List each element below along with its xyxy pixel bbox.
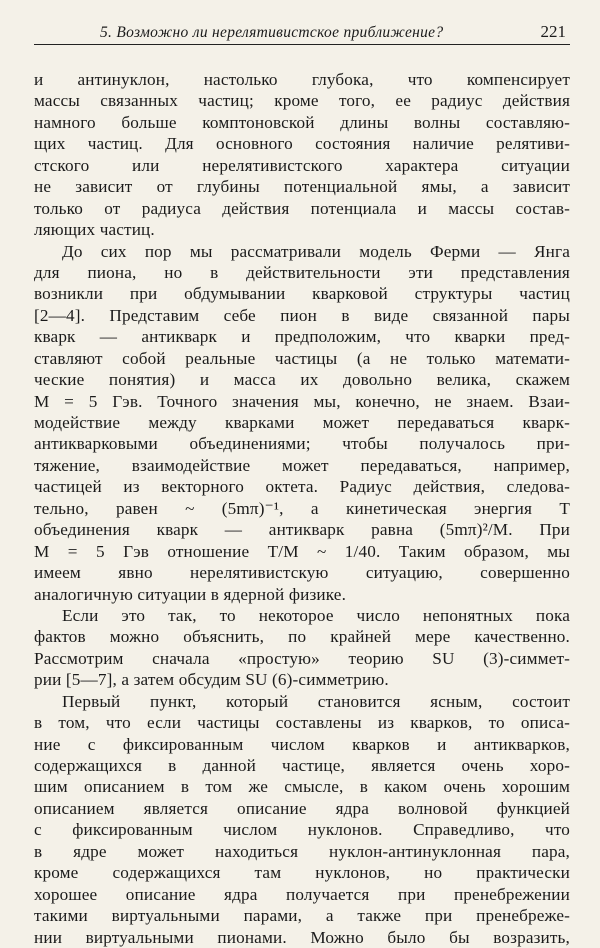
running-title: 5. Возможно ли нерелятивистское приближение? [100, 24, 444, 41]
text-line: Если это так, то некоторое число непонятных пока [62, 605, 570, 625]
text-line: M = 5 Гэв отношение T/M ~ 1/40. Таким образом, мы [34, 541, 570, 561]
text-line: объединения кварк — антикварк равна (5mπ)²/M. При [34, 520, 570, 540]
text-line: нии виртуальными пионами. Можно было бы возразить, [34, 927, 570, 947]
text-line: массы связанных частиц; кроме того, ее радиус действия [34, 91, 570, 111]
text-line: [2—4]. Представим себе пион в виде связанной пары [34, 305, 570, 325]
text-line: ческие понятия) и масса их довольно велика, скажем [34, 370, 570, 390]
text-line: содержащихся в данной частице, является очень хоро- [34, 756, 570, 775]
text-line: ставляют собой реальные частицы (а не только математи- [34, 348, 570, 368]
text-line: тельно, равен ~ (5mπ)⁻¹, а кинетическая энергия T [34, 498, 570, 518]
text-line: аналогичную ситуации в ядерной физике. [34, 584, 347, 604]
text-line: для пиона, но в действительности эти представления [34, 262, 570, 282]
text-line: антикварковыми объединениями; чтобы получалось при- [34, 434, 570, 454]
text-line: в ядре может находиться нуклон-антинуклонная пара, [34, 841, 570, 861]
text-line: щих частиц. Для основного состояния наличие релятиви- [34, 134, 570, 154]
text-line: возникли при обдумывании кварковой структуры частиц [34, 284, 570, 304]
text-line: шим описанием в том же смысле, в каком очень хорошим [34, 777, 570, 797]
body-text [34, 69, 570, 948]
text-line: не зависит от глубины потенциальной ямы, а зависит [34, 177, 570, 197]
text-line: фактов можно объяснить, по крайней мере качественно. [34, 627, 570, 647]
text-line: описанием является описание ядра волновой функцией [34, 798, 570, 818]
text-line: Первый пункт, который становится ясным, состоит [62, 691, 570, 711]
text-line: такими виртуальными парами, а также при пренебреже- [34, 906, 570, 926]
text-line: M = 5 Гэв. Точного значения мы, конечно, не знаем. Взаи- [34, 391, 570, 411]
text-line: стского или нерелятивистского характера ситуации [34, 155, 570, 175]
text-line: только от радиуса действия потенциала и массы состав- [34, 198, 570, 218]
text-line: рии [5—7], а затем обсудим SU (6)-симметрию. [34, 670, 389, 690]
text-line: тяжение, взаимодействие может передаваться, например, [34, 455, 570, 475]
text-line: ние с фиксированным числом кварков и антикварков, [34, 734, 570, 754]
text-line: кварк — антикварк и предположим, что кварки пред- [34, 327, 570, 347]
text-line: ляющих частиц. [34, 220, 155, 240]
running-head [34, 22, 570, 45]
text-line: частицей из векторного октета. Радиус действия, следова- [34, 477, 570, 497]
text-line: с фиксированным числом нуклонов. Справедливо, что [34, 820, 570, 840]
text-line: До сих пор мы рассматривали модель Ферми — Янга [62, 241, 570, 261]
text-line: и антинуклон, настолько глубока, что компенсирует [34, 70, 570, 89]
text-line: в том, что если частицы составлены из кварков, то описа- [34, 713, 570, 733]
text-line: модействие между кварками может передаваться кварк- [34, 413, 570, 432]
text-line: кроме содержащихся там нуклонов, но практически [34, 863, 570, 883]
page-number: 221 [540, 22, 566, 41]
text-line: Рассмотрим сначала «простую» теорию SU (3)-симмет- [34, 648, 570, 668]
text-line: намного больше комптоновской длины волны составляю- [34, 112, 570, 132]
text-line: хорошее описание ядра получается при пренебрежении [34, 884, 570, 904]
text-line: имеем явно нерелятивистскую ситуацию, совершенно [34, 563, 570, 583]
